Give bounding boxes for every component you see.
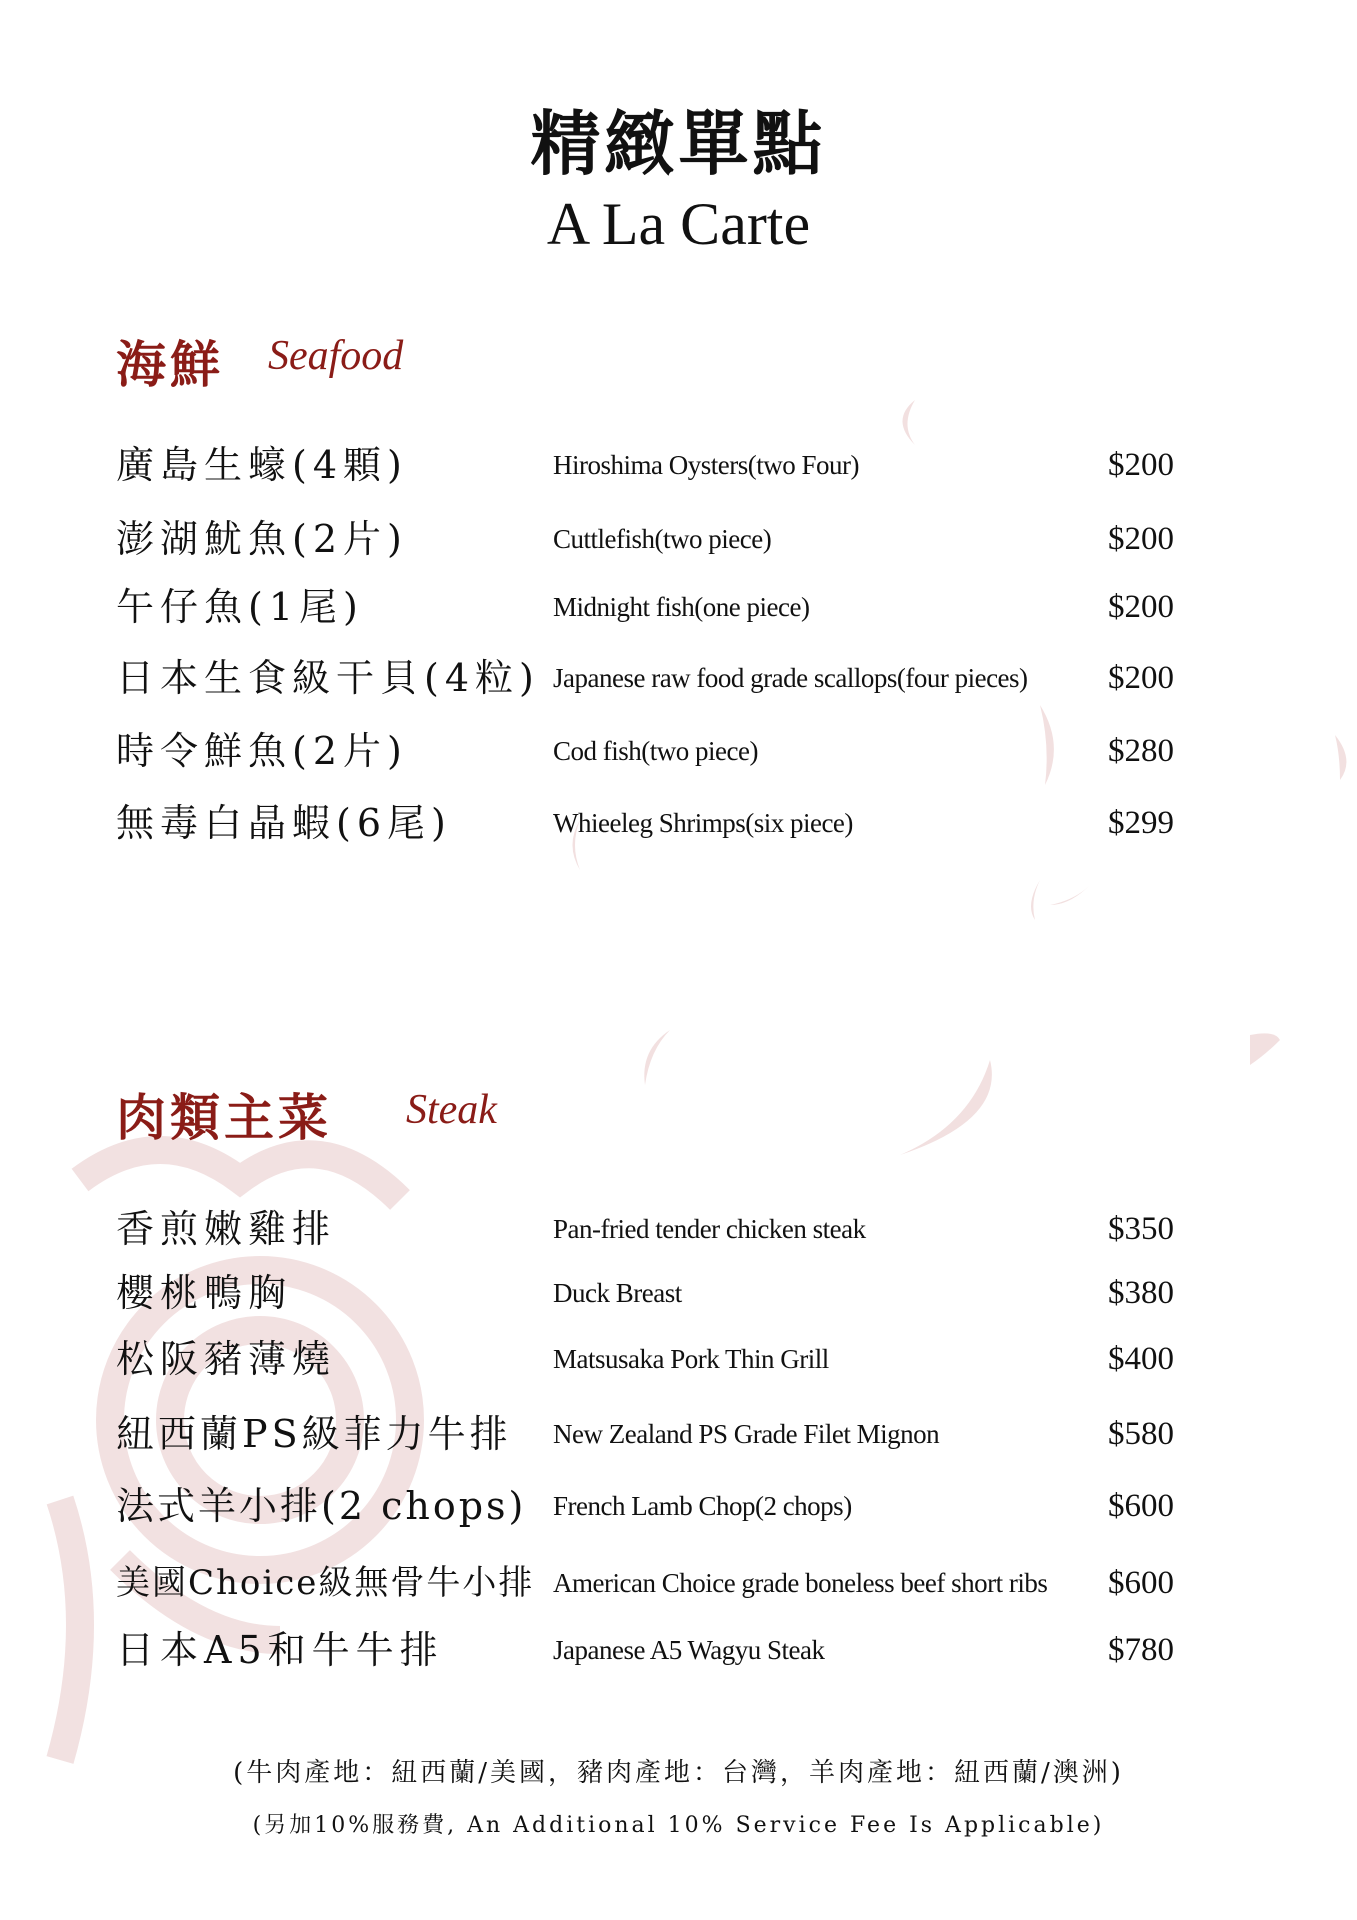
item-name-english: American Choice grade boneless beef short ribs xyxy=(553,1568,1048,1598)
item-name-chinese: 日本A5和牛牛排 xyxy=(116,1628,444,1672)
menu-item xyxy=(0,1553,1357,1613)
item-name-chinese: 澎湖魷魚(2片) xyxy=(116,517,408,561)
steak-heading-english: Steak xyxy=(406,1087,497,1133)
menu-item xyxy=(0,1199,1357,1259)
item-price: $400 xyxy=(1108,1341,1174,1377)
item-price: $600 xyxy=(1108,1565,1174,1601)
menu-item xyxy=(0,648,1357,708)
service-fee-note: (另加10%服務費, An Additional 10% Service Fee Is Applicable) xyxy=(252,1813,1105,1838)
item-name-chinese: 午仔魚(1尾) xyxy=(116,585,364,629)
item-name-chinese: 香煎嫩雞排 xyxy=(116,1207,337,1251)
item-name-chinese: 紐西蘭PS級菲力牛排 xyxy=(116,1412,512,1456)
item-price: $200 xyxy=(1108,660,1174,696)
item-name-chinese: 櫻桃鴨胸 xyxy=(116,1271,293,1315)
item-name-chinese: 時令鮮魚(2片) xyxy=(116,729,408,773)
menu-item xyxy=(0,435,1357,495)
item-name-english: Japanese A5 Wagyu Steak xyxy=(553,1635,825,1665)
item-price: $350 xyxy=(1108,1211,1174,1247)
menu-item xyxy=(0,1263,1357,1323)
item-price: $580 xyxy=(1108,1416,1174,1452)
item-name-english: New Zealand PS Grade Filet Mignon xyxy=(553,1419,940,1449)
item-name-english: Cod fish(two piece) xyxy=(553,736,758,766)
page-title-chinese: 精緻單點 xyxy=(530,102,827,185)
item-name-english: Whieeleg Shrimps(six piece) xyxy=(553,808,853,838)
menu-item xyxy=(0,1476,1357,1536)
seafood-heading-english: Seafood xyxy=(268,333,404,379)
page-title-english: A La Carte xyxy=(546,191,811,257)
item-name-english: Midnight fish(one piece) xyxy=(553,592,810,622)
seafood-heading-chinese: 海鮮 xyxy=(116,335,224,394)
item-price: $380 xyxy=(1108,1275,1174,1311)
menu-item xyxy=(0,509,1357,569)
item-name-english: Duck Breast xyxy=(553,1278,682,1308)
item-name-english: Pan-fried tender chicken steak xyxy=(553,1214,866,1244)
item-name-chinese: 松阪豬薄燒 xyxy=(116,1337,337,1381)
item-name-english: Hiroshima Oysters(two Four) xyxy=(553,450,859,480)
item-name-chinese: 廣島生蠔(4顆) xyxy=(116,443,408,487)
steak-heading-chinese: 肉類主菜 xyxy=(116,1088,332,1147)
item-name-chinese: 無毒白晶蝦(6尾) xyxy=(116,801,452,845)
meat-origin-note: (牛肉產地：紐西蘭/美國，豬肉產地：台灣，羊肉產地：紐西蘭/澳洲) xyxy=(233,1758,1124,1788)
item-name-chinese: 日本生食級干貝(4粒) xyxy=(116,656,540,700)
menu-item xyxy=(0,577,1357,637)
item-price: $200 xyxy=(1108,447,1174,483)
item-name-english: French Lamb Chop(2 chops) xyxy=(553,1491,852,1521)
item-name-english: Matsusaka Pork Thin Grill xyxy=(553,1344,829,1374)
menu-item xyxy=(0,1404,1357,1464)
item-name-chinese: 美國Choice級無骨牛小排 xyxy=(116,1563,535,1603)
item-price: $280 xyxy=(1108,733,1174,769)
menu-item xyxy=(0,1620,1357,1680)
item-name-chinese: 法式羊小排(2 chops) xyxy=(116,1484,527,1528)
item-price: $299 xyxy=(1108,805,1174,841)
menu-item xyxy=(0,1329,1357,1389)
menu-item xyxy=(0,793,1357,853)
item-price: $200 xyxy=(1108,521,1174,557)
item-name-english: Cuttlefish(two piece) xyxy=(553,524,772,554)
menu-item xyxy=(0,721,1357,781)
item-price: $600 xyxy=(1108,1488,1174,1524)
item-price: $200 xyxy=(1108,589,1174,625)
item-name-english: Japanese raw food grade scallops(four pieces) xyxy=(553,663,1028,693)
item-price: $780 xyxy=(1108,1632,1174,1668)
